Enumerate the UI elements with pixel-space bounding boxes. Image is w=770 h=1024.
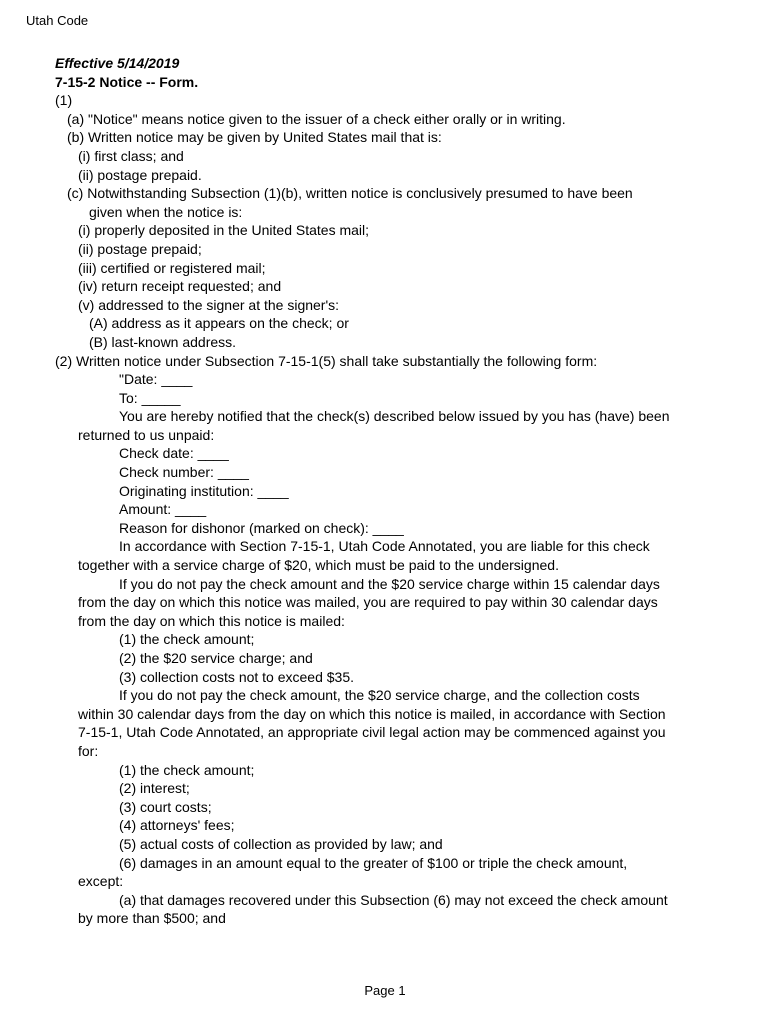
text-line: (b) Written notice may be given by United States mail that is: <box>67 129 442 146</box>
text-line: 7-15-1, Utah Code Annotated, an appropriate civil legal action may be commenced against you <box>78 724 666 741</box>
text-line: (3) collection costs not to exceed $35. <box>119 668 355 685</box>
text-line: (6) damages in an amount equal to the greater of $100 or triple the check amount, <box>119 854 628 871</box>
text-line: "Date: ____ <box>119 371 193 388</box>
text-line: (3) court costs; <box>119 798 212 815</box>
text-line: (A) address as it appears on the check; or <box>89 315 349 332</box>
text-line: from the day on which this notice is mailed: <box>78 612 345 629</box>
text-line: (iii) certified or registered mail; <box>78 259 266 276</box>
text-line: (i) first class; and <box>78 147 184 164</box>
text-line: (ii) postage prepaid; <box>78 240 202 257</box>
section-title: 7-15-2 Notice -- Form. <box>55 73 199 90</box>
text-line: from the day on which this notice was mailed, you are required to pay within 30 calendar days <box>78 594 658 611</box>
text-line: returned to us unpaid: <box>78 426 215 443</box>
text-line: (B) last-known address. <box>89 333 237 350</box>
text-line: If you do not pay the check amount and the $20 service charge within 15 calendar days <box>119 575 660 592</box>
text-line: To: _____ <box>119 389 181 406</box>
text-line: for: <box>78 742 99 759</box>
text-line: Check number: ____ <box>119 464 249 481</box>
text-line: You are hereby notified that the check(s) described below issued by you has (have) been <box>119 408 670 425</box>
document-body <box>0 54 770 928</box>
text-line: by more than $500; and <box>78 910 226 927</box>
text-line: (2) interest; <box>119 780 190 797</box>
text-line: together with a service charge of $20, which must be paid to the undersigned. <box>78 557 559 574</box>
text-line: (v) addressed to the signer at the signer's: <box>78 296 340 313</box>
text-line: (iv) return receipt requested; and <box>78 278 282 295</box>
text-line: (2) Written notice under Subsection 7-15-1(5) shall take substantially the following form: <box>55 352 598 369</box>
page-header: Utah Code <box>26 13 89 28</box>
text-line: (a) "Notice" means notice given to the issuer of a check either orally or in writing. <box>67 110 566 127</box>
text-line: Reason for dishonor (marked on check): ____ <box>119 519 404 536</box>
page-footer: Page 1 <box>364 983 406 998</box>
text-line: Originating institution: ____ <box>119 482 289 499</box>
text-line: Check date: ____ <box>119 445 229 462</box>
text-line: In accordance with Section 7-15-1, Utah Code Annotated, you are liable for this check <box>119 538 650 555</box>
text-line: within 30 calendar days from the day on which this notice is mailed, in accordance with Section <box>78 705 666 722</box>
effective-date: Effective 5/14/2019 <box>55 55 180 71</box>
text-line: (4) attorneys' fees; <box>119 817 235 834</box>
text-line: given when the notice is: <box>89 203 243 220</box>
text-line: Amount: ____ <box>119 501 207 518</box>
text-line: (c) Notwithstanding Subsection (1)(b), written notice is conclusively presumed to have been <box>67 185 633 202</box>
text-line: (ii) postage prepaid. <box>78 166 202 183</box>
text-line: (i) properly deposited in the United States mail; <box>78 222 370 239</box>
text-line: (5) actual costs of collection as provided by law; and <box>119 835 443 852</box>
text-line: If you do not pay the check amount, the $20 service charge, and the collection costs <box>119 687 640 704</box>
text-line: (1) the check amount; <box>119 631 255 648</box>
text-line: (1) the check amount; <box>119 761 255 778</box>
text-line: (2) the $20 service charge; and <box>119 650 313 666</box>
text-line: (1) <box>55 92 73 109</box>
text-line: except: <box>78 873 124 890</box>
text-line: (a) that damages recovered under this Subsection (6) may not exceed the check amount <box>119 891 668 908</box>
